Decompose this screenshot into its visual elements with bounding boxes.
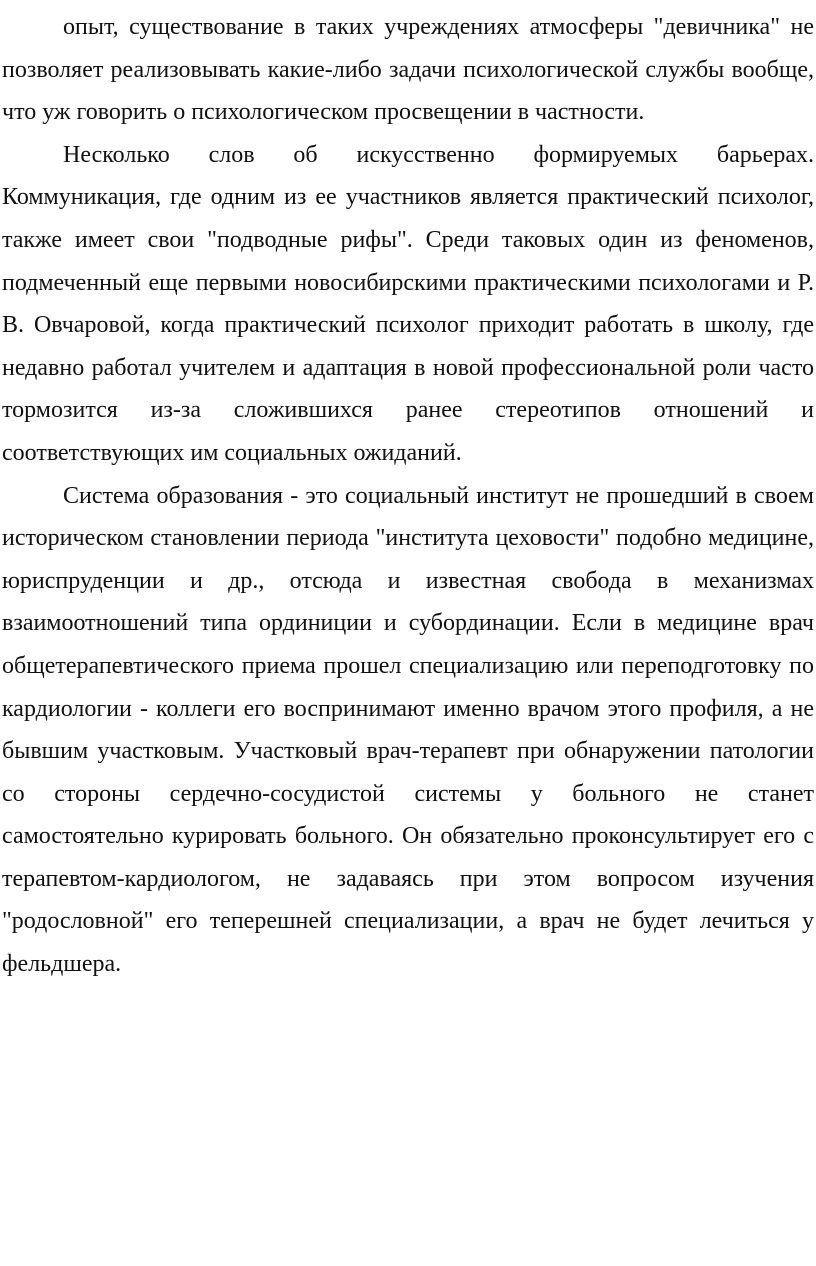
paragraph-barriers: Несколько слов об искусственно формируемых барьерах. Коммуникация, где одним из ее участников является практический психолог, также имеет свои "подводные рифы". Среди таковых один из феноменов, подмеченный еще первыми новосибирскими практическими психологами и Р. В. Овчаровой, когда практический психолог приходит работать в школу, где недавно работал учителем и адаптация в новой профессиональной роли часто тормозится из-за сложившихся ранее стереотипов отношений и соответствующих им социальных ожиданий. [2,141,814,466]
paragraph-education-system: Система образования - это социальный институт не прошедший в своем историческом становлении периода "института цеховости" подобно медицине, юриспруденции и др., отсюда и известная свобода в механизмах взаимоотношений типа ординиции и субординации. Если в медицине врач общетерапевтического приема прошел специализацию или переподготовку по кардиологии - коллеги его воспринимают именно врачом этого профиля, а не бывшим участковым. Участковый врач-терапевт при обнаружении патологии со стороны сердечно-сосудистой системы у больного не станет самостоятельно курировать больного. Он обязательно проконсультирует его с терапевтом-кардиологом, не задаваясь при этом вопросом изучения "родословной" его теперешней специализации, а врач не будет лечиться у фельдшера. [2,482,814,978]
body-text [2,6,814,986]
paragraph-continuation: опыт, существование в таких учреждениях атмосферы "девичника" не позволяет реализовывать какие-либо задачи психологической службы вообще, что уж говорить о психологическом просвещении в частности. [2,14,814,126]
